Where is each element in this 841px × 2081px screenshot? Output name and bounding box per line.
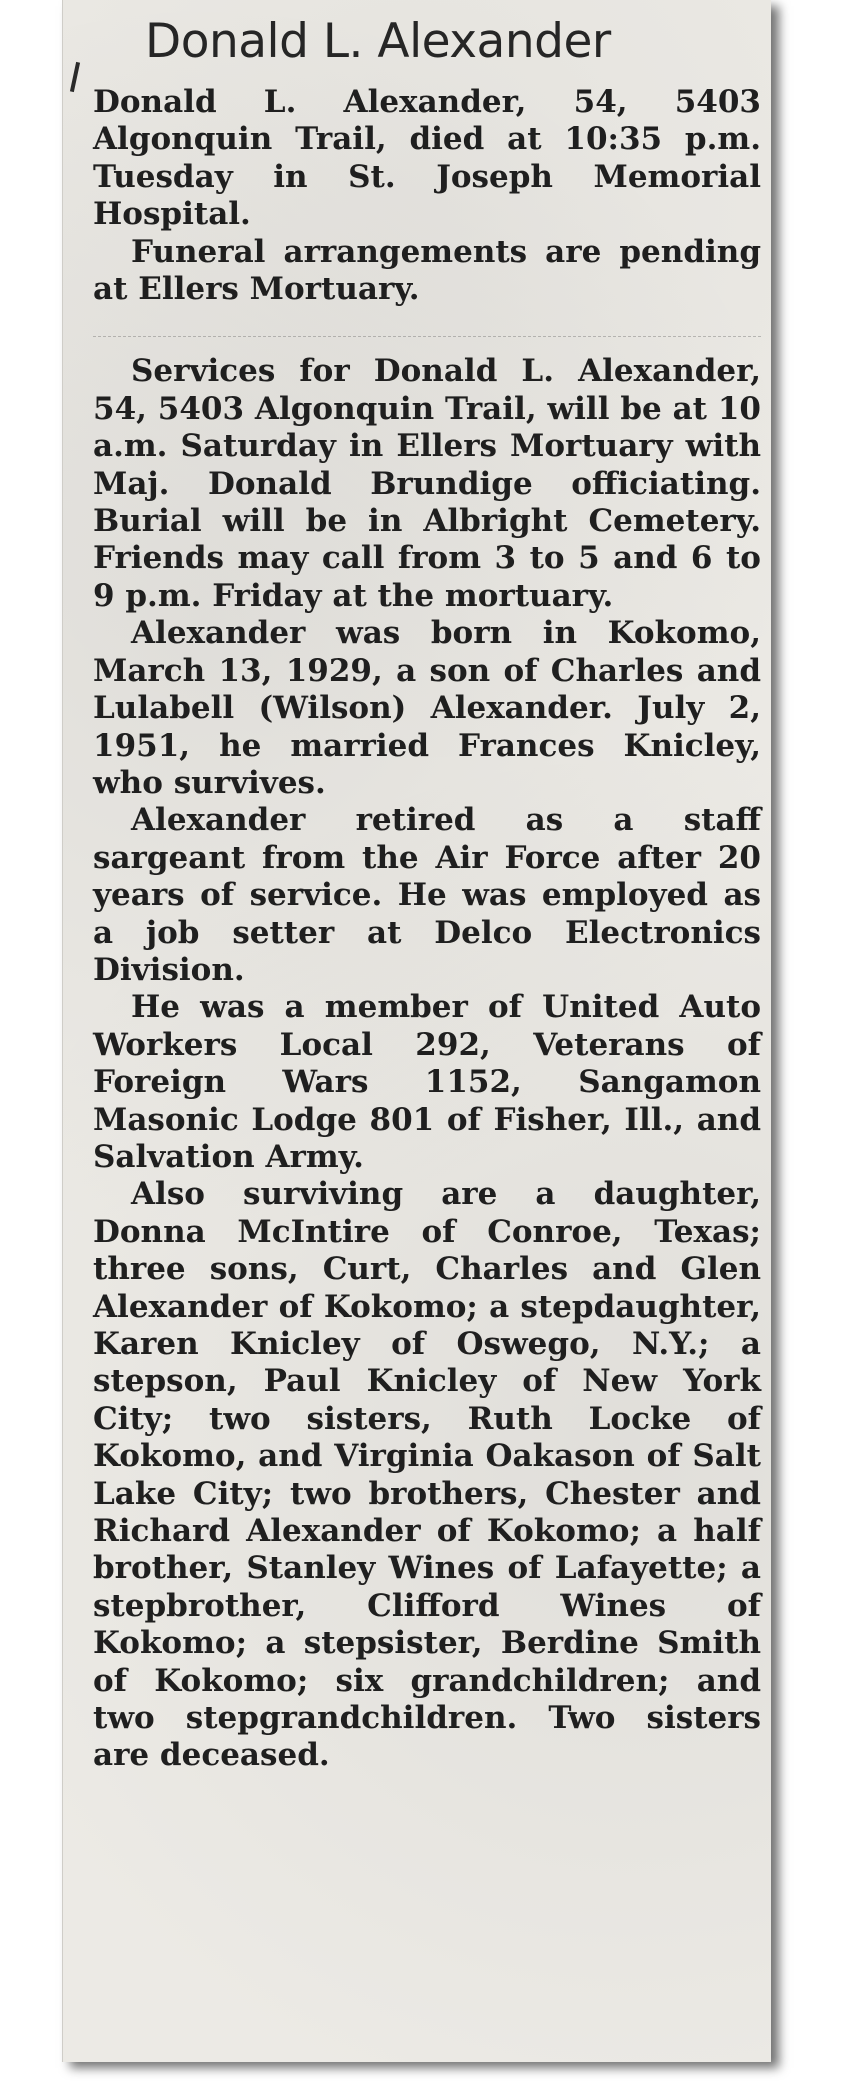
section-divider	[93, 308, 761, 337]
obituary-paragraph: Alexander was born in Kokomo, March 13, 1929, a son of Charles and Lulabell (Wilson) Alexander. July 2, 1951, he married Frances Knicley, who survives.	[93, 615, 761, 801]
obituary-paragraph: Also surviving are a daughter, Donna McIntire of Conroe, Texas; three sons, Curt, Charles and Glen Alexander of Kokomo; a stepdaughter, Karen Knicley of Oswego, N.Y.; a stepson, Paul Knicley of New York City; two sisters, Ruth Locke of Kokomo, and Virginia Oakason of Salt Lake City; two brothers, Chester and Richard Alexander of Kokomo; a half brother, Stanley Wines of Lafayette; a stepbrother, Clifford Wines of Kokomo; a stepsister, Berdine Smith of Kokomo; six grandchildren; and two stepgrandchildren. Two sisters are deceased.	[93, 1176, 761, 1774]
pen-mark	[70, 62, 80, 92]
death-notice-paragraph: Funeral arrangements are pending at Ellers Mortuary.	[93, 233, 761, 308]
obituary-body	[93, 84, 761, 1775]
newspaper-clipping	[62, 0, 771, 2062]
obituary-headline: Donald L. Alexander	[145, 14, 611, 69]
death-notice-paragraph: Donald L. Alexander, 54, 5403 Algonquin Trail, died at 10:35 p.m. Tuesday in St. Joseph Memorial Hospital.	[93, 84, 761, 233]
obituary-paragraph: Alexander retired as a staff sargeant from the Air Force after 20 years of service. He was employed as a job setter at Delco Electronics Division.	[93, 802, 761, 988]
obituary-paragraph: He was a member of United Auto Workers Local 292, Veterans of Foreign Wars 1152, Sangamon Masonic Lodge 801 of Fisher, Ill., and Salvation Army.	[93, 989, 761, 1175]
obituary-paragraph: Services for Donald L. Alexander, 54, 5403 Algonquin Trail, will be at 10 a.m. Saturday in Ellers Mortuary with Maj. Donald Brundige officiating. Burial will be in Albright Cemetery. Friends may call from 3 to 5 and 6 to 9 p.m. Friday at the mortuary.	[93, 353, 761, 614]
